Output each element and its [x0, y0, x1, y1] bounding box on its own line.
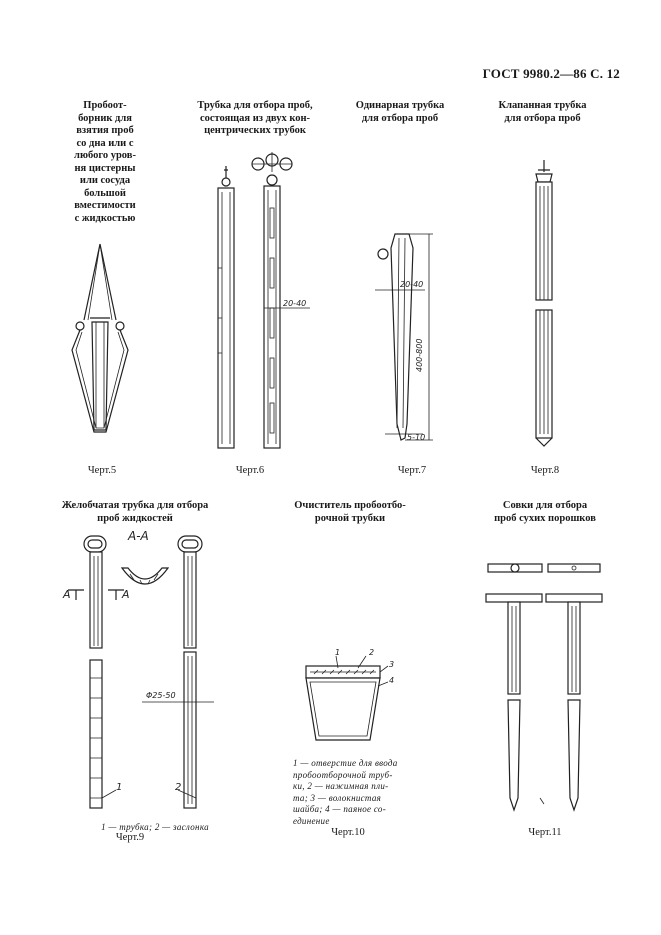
- fig10-label: Черт.10: [331, 827, 365, 838]
- fig5-sampler-drawing: [70, 240, 130, 440]
- fig10-cleaner-drawing: [300, 660, 400, 750]
- fig9-legend: 1 — трубка; 2 — заслонка: [101, 822, 209, 832]
- fig7-caption: Одинарная трубка для отбора проб: [355, 100, 445, 124]
- fig5-caption: Пробоот- борник для взятия проб со дна или с любого уров- ня цистерны или сосуда большой вместимости с жидкостью: [74, 100, 136, 224]
- fig7-dim-width: 20-40: [400, 280, 424, 289]
- fig10-caption: Очиститель пробоотбо- рочной трубки: [294, 500, 406, 524]
- fig6-caption: Трубка для отбора проб, состоящая из двух кон- центрических трубок: [197, 100, 313, 136]
- fig8-valve-tube-drawing: [524, 158, 564, 448]
- fig9-grooved-tube-drawing: [50, 528, 240, 818]
- fig11-scoops-drawing: [484, 560, 604, 820]
- fig5-label: Черт.5: [87, 465, 117, 476]
- fig10-part1: 1: [335, 648, 341, 657]
- fig9-part2: 2: [175, 782, 182, 793]
- fig7-dim-length: 400-800: [415, 338, 424, 372]
- fig9-label: Черт.9: [115, 832, 145, 843]
- fig6-label: Черт.6: [235, 465, 265, 476]
- fig9-cut-mark-left: А: [63, 588, 71, 601]
- fig6-dim-text: 20-40: [283, 299, 307, 308]
- fig10-part3: 3: [389, 660, 395, 669]
- fig7-single-tube-drawing: [375, 228, 455, 448]
- fig10-part2: 2: [369, 648, 375, 657]
- fig7-dim-tip: 5-10: [407, 433, 426, 442]
- fig11-label: Черт.11: [528, 827, 562, 838]
- fig10-part4: 4: [389, 676, 395, 685]
- fig9-section-label: А-А: [128, 529, 149, 543]
- fig9-part1: 1: [116, 782, 123, 793]
- fig9-dim-text: Φ25-50: [146, 691, 176, 700]
- fig10-legend: 1 — отверстие для ввода пробоотборочной труб- ки, 2 — нажимная пли- та; 3 — волокнистая шайба; 4 — паяное со- единение: [293, 758, 398, 826]
- fig9-caption: Желобчатая трубка для отбора проб жидкостей: [61, 500, 209, 524]
- fig8-label: Черт.8: [530, 465, 560, 476]
- fig8-caption: Клапанная трубка для отбора проб: [498, 100, 587, 124]
- fig7-label: Черт.7: [397, 465, 427, 476]
- fig11-caption: Совки для отбора проб сухих порошков: [494, 500, 596, 524]
- page-header: ГОСТ 9980.2—86 С. 12: [482, 66, 620, 81]
- fig9-cut-mark-right: А: [122, 588, 130, 601]
